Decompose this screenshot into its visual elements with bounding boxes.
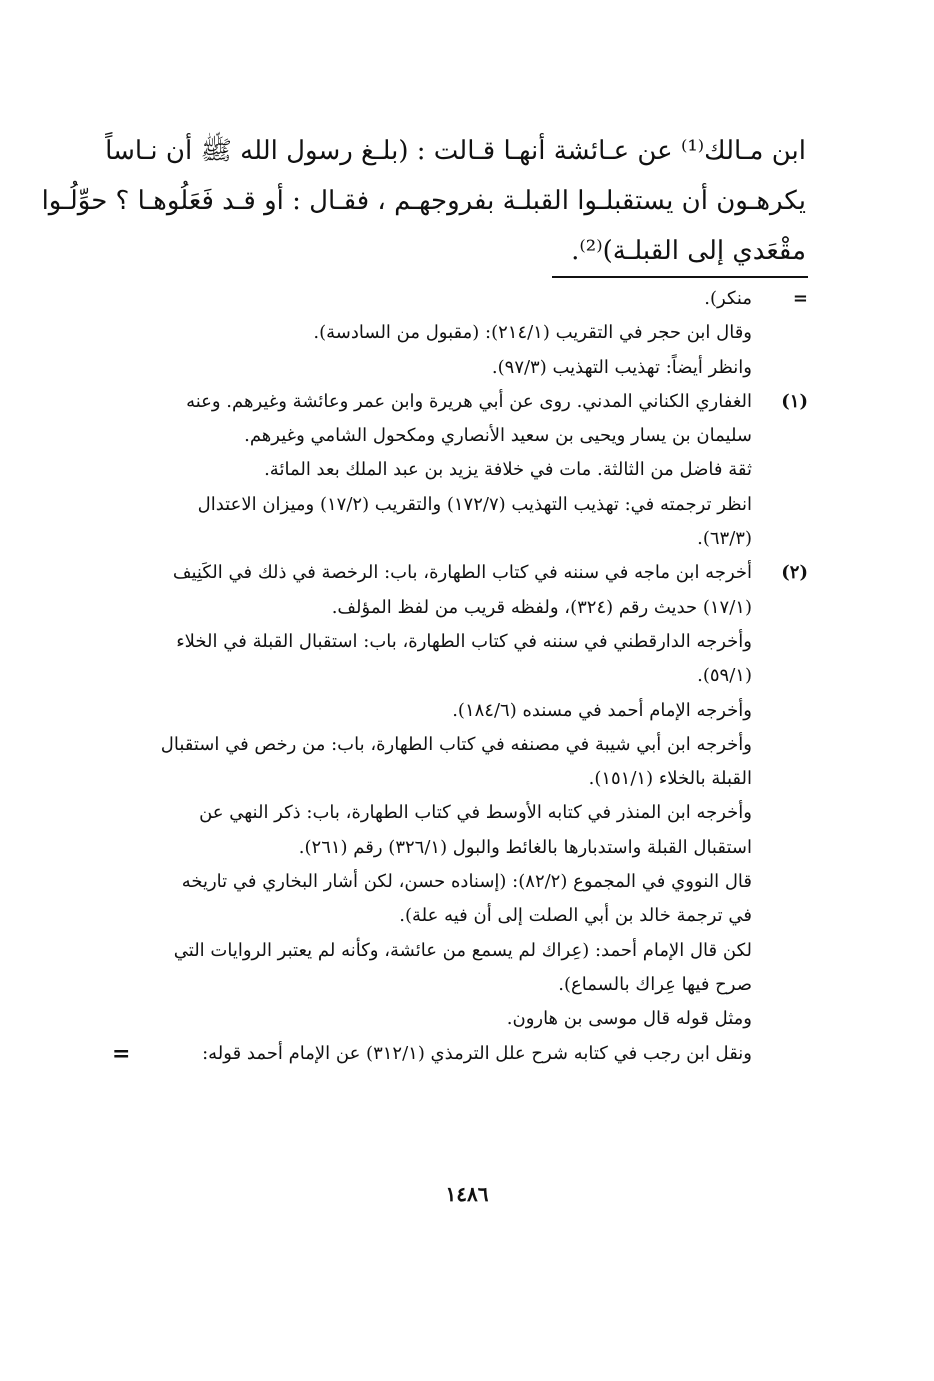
footnote-line — [0, 831, 934, 865]
footnote-line — [0, 1002, 934, 1036]
footnote-line — [0, 316, 934, 350]
footnote-marker: = — [792, 288, 808, 309]
footnote-text: سليمان بن يسار ويحيى بن سعيد الأنصاري ومكحول الشامي وغيرهم. — [244, 425, 752, 447]
footnote-text: وأخرجه الإمام أحمد في مسنده (١٨٤/٦). — [452, 699, 752, 721]
footnote-text: ثقة فاضل من الثالثة. مات في خلافة يزيد بن عبد الملك بعد المائة. — [264, 459, 752, 481]
footnote-line — [0, 659, 934, 693]
footnote-line — [0, 282, 934, 316]
footnote-line — [0, 728, 934, 762]
main-text-block — [41, 126, 806, 276]
footnote-line — [0, 385, 934, 419]
main-text-line: ابن مـالك⁽¹⁾ عن عـائشة أنهـا قـالت : (بلـغ رسول الله ﷺ أن نـاساً — [105, 136, 806, 166]
footnote-text: ونقل ابن رجب في كتابه شرح علل الترمذي (٣١٢/١) عن الإمام أحمد قوله: — [202, 1042, 752, 1064]
footnote-line — [0, 968, 934, 1002]
footnote-line — [0, 556, 934, 590]
footnote-text: (١٧/١) حديث رقم (٣٢٤)، ولفظه قريب من لفظ المؤلف. — [331, 596, 752, 618]
footnote-text: صرح فيها عِراك بالسماع). — [558, 973, 752, 995]
footnote-text: الغفاري الكناني المدني. روى عن أبي هريرة وابن عمر وعائشة وغيرهم. وعنه — [186, 390, 752, 412]
footnote-line — [0, 522, 934, 556]
main-text-line: يكرهـون أن يستقبلـوا القبلـة بفروجهـم ، فقـال : أو قـد فَعَلُوهـا ؟ حوِّلُـوا — [41, 186, 806, 216]
footnote-line — [0, 694, 934, 728]
footnote-line — [0, 796, 934, 830]
footnotes-block — [0, 282, 934, 1071]
footnote-line — [0, 1037, 934, 1071]
footnote-text: وقال ابن حجر في التقريب (٢١٤/١): (مقبول من السادسة). — [313, 322, 752, 344]
footnote-line — [0, 419, 934, 453]
footnote-line — [0, 625, 934, 659]
footnote-line — [0, 453, 934, 487]
footnote-line — [0, 899, 934, 933]
footnote-text: وأخرجه ابن المنذر في كتابه الأوسط في كتاب الطهارة، باب: ذكر النهي عن — [199, 802, 752, 824]
footnote-line — [0, 762, 934, 796]
footnote-text: وأخرجه الدارقطني في سننه في كتاب الطهارة، باب: استقبال القبلة في الخلاء — [176, 630, 752, 652]
footnote-line — [0, 591, 934, 625]
footnote-text: وانظر أيضاً: تهذيب التهذيب (٩٧/٣). — [491, 356, 752, 378]
footnote-text: ومثل قوله قال موسى بن هارون. — [506, 1008, 752, 1030]
footnote-line — [0, 488, 934, 522]
main-text-line: مقْعَدي إلى القبلـة)⁽²⁾. — [571, 236, 806, 266]
footnote-line — [0, 934, 934, 968]
footnote-text: استقبال القبلة واستدبارها بالغائط والبول (٣٢٦/١) رقم (٢٦١). — [298, 836, 752, 858]
footnote-text: القبلة بالخلاء (١٥١/١). — [588, 768, 752, 790]
footnote-marker: (٢) — [781, 562, 808, 584]
footnote-text: قال النووي في المجموع (٨٢/٢): (إسناده حسن، لكن أشار البخاري في تاريخه — [181, 871, 752, 893]
footnote-text: (٦٣/٣). — [697, 528, 752, 550]
footnote-text: منكر). — [704, 288, 752, 309]
footnote-line — [0, 865, 934, 899]
footnote-text: (٥٩/١). — [697, 665, 752, 687]
page-number: ١٤٨٦ — [445, 1182, 489, 1206]
footnote-text: انظر ترجمته في: تهذيب التهذيب (١٧٢/٧) والتقريب (١٧/٢) وميزان الاعتدال — [197, 493, 752, 515]
footnote-marker: (١) — [781, 390, 808, 412]
footnote-text: وأخرجه ابن أبي شيبة في مصنفه في كتاب الطهارة، باب: من رخص في استقبال — [160, 733, 752, 755]
footnote-text: في ترجمة خالد بن أبي الصلت إلى أن فيه علة). — [399, 905, 752, 927]
continuation-mark: = — [112, 1040, 131, 1067]
footnote-separator-rule — [552, 276, 808, 278]
footnote-text: لكن قال الإمام أحمد: (عِراك لم يسمع من عائشة، وكأنه لم يعتبر الروايات التي — [173, 939, 752, 961]
footnote-line — [0, 351, 934, 385]
footnote-text: أخرجه ابن ماجه في سننه في كتاب الطهارة، باب: الرخصة في ذلك في الكَنِيف — [172, 562, 752, 584]
